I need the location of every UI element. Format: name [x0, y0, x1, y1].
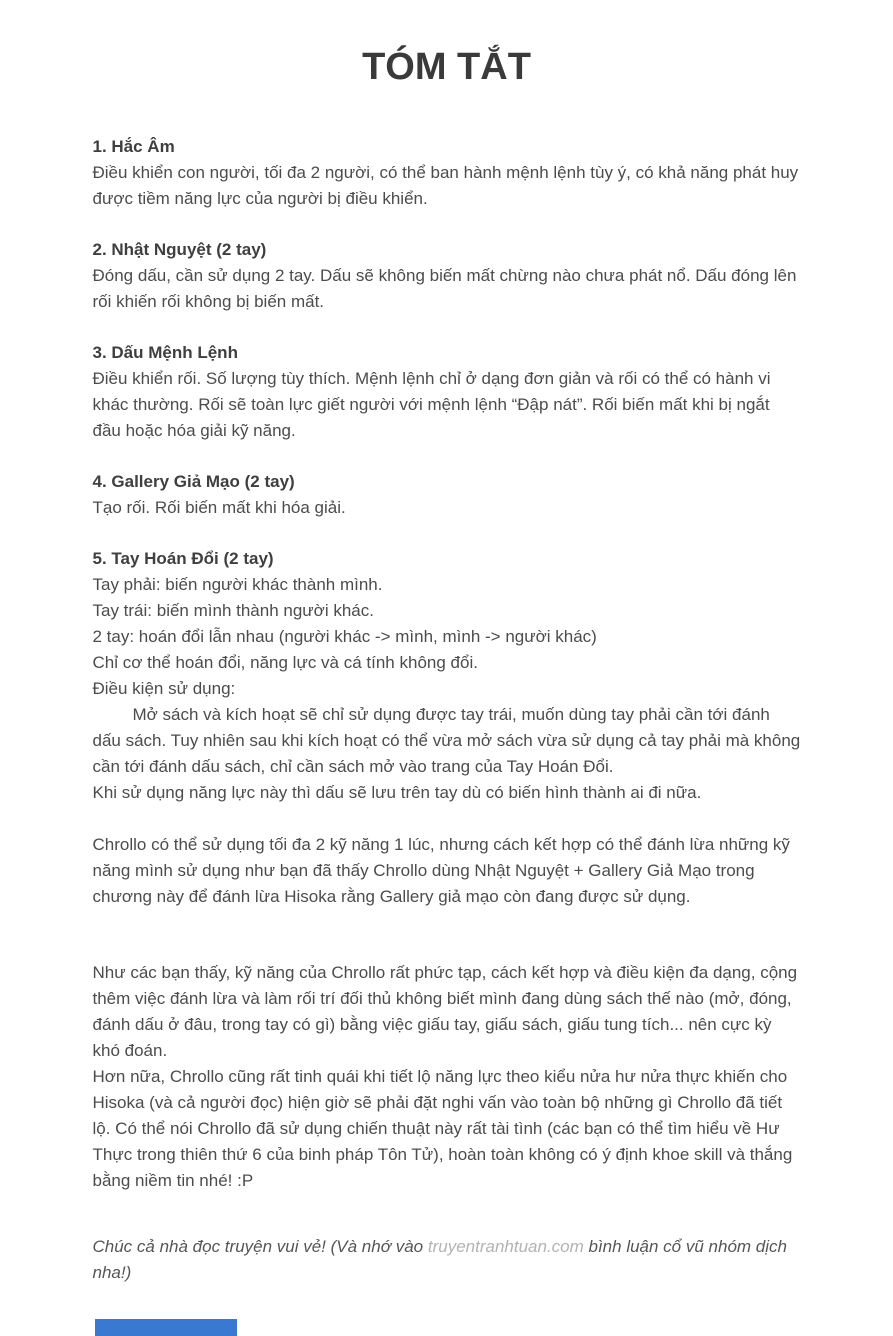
section-body: Tạo rối. Rối biến mất khi hóa giải. — [92, 498, 346, 517]
section-tay-hoan-doi — [93, 546, 801, 806]
usage-conditions-paragraph: Mở sách và kích hoạt sẽ chỉ sử dụng được tay trái, muốn dùng tay phải cần tới đánh dấu sách. Tuy nhiên sau khi kích hoạt có thể vừa mở sách vừa sử dụng cả tay phải mà không cần tới đánh dấu sách, chỉ cần sách mở vào trang của Tay Hoán Đổi. — [92, 705, 801, 776]
section-heading: 5. Tay Hoán Đổi (2 tay) — [92, 549, 274, 568]
section-nhat-nguyet — [93, 237, 801, 315]
usage-conditions-label: Điều kiện sử dụng: — [92, 679, 236, 698]
section-heading: 1. Hắc Âm — [92, 137, 175, 156]
section-body: Đóng dấu, cần sử dụng 2 tay. Dấu sẽ không biến mất chừng nào chưa phát nổ. Dấu đóng lên rối khiến rối không bị biến mất. — [92, 266, 797, 311]
section-heading: 2. Nhật Nguyệt (2 tay) — [92, 240, 267, 259]
usage-note-line: Khi sử dụng năng lực này thì dấu sẽ lưu trên tay dù có biến hình thành ai đi nữa. — [92, 783, 702, 802]
footer-note — [93, 1234, 801, 1286]
page-title: TÓM TẮT — [362, 46, 531, 88]
section-hac-am — [93, 134, 801, 212]
section-gallery-gia-mao — [93, 469, 801, 521]
cropped-blue-element — [95, 1319, 237, 1336]
right-hand-line: Tay phải: biến người khác thành mình. — [92, 575, 383, 594]
section-dau-menh-lenh — [93, 340, 801, 444]
footer-pre-link-text: Chúc cả nhà đọc truyện vui vẻ! (Và nhớ vào — [92, 1237, 428, 1256]
section-body: Điều khiển con người, tối đa 2 người, có thể ban hành mệnh lệnh tùy ý, có khả năng phát huy được tiềm năng lực của người bị điều khiển. — [92, 163, 799, 208]
combo-note-paragraph: Chrollo có thể sử dụng tối đa 2 kỹ năng 1 lúc, nhưng cách kết hợp có thể đánh lừa những kỹ năng mình sử dụng như bạn đã thấy Chrollo dùng Nhật Nguyệt + Gallery Giả Mạo trong chương này để đánh lừa Hisoka rằng Gallery giả mạo còn đang được sử dụng. — [92, 835, 790, 906]
both-hands-line: 2 tay: hoán đổi lẫn nhau (người khác -> mình, mình -> người khác) — [92, 627, 597, 646]
left-hand-line: Tay trái: biến mình thành người khác. — [92, 601, 374, 620]
complexity-note-paragraph: Như các bạn thấy, kỹ năng của Chrollo rất phức tạp, cách kết hợp và điều kiện đa dạng, cộng thêm việc đánh lừa và làm rối trí đối thủ không biết mình đang dùng sách thế nào (mở, đóng, đánh dấu ở đâu, trong tay có gì) bằng việc giấu tay, giấu sách, giấu tung tích... nên cực kỳ khó đoán. — [92, 963, 798, 1060]
footer-site-link[interactable]: truyentranhtuan.com — [427, 1237, 584, 1256]
footer-post-link-text: bình luận cổ vũ nhóm dịch nha!) — [92, 1237, 787, 1282]
body-swap-line: Chỉ cơ thể hoán đổi, năng lực và cá tính không đổi. — [92, 653, 478, 672]
section-heading: 4. Gallery Giả Mạo (2 tay) — [92, 472, 295, 491]
section-heading: 3. Dấu Mệnh Lệnh — [92, 343, 238, 362]
section-body: Điều khiển rối. Số lượng tùy thích. Mệnh lệnh chỉ ở dạng đơn giản và rối có thể có hành vi khác thường. Rối sẽ toàn lực giết người với mệnh lệnh “Đập nát”. Rối biến mất khi bị ngắt đầu hoặc hóa giải kỹ năng. — [92, 369, 771, 440]
summary-document — [93, 0, 801, 1286]
trickery-note-paragraph: Hơn nữa, Chrollo cũng rất tinh quái khi tiết lộ năng lực theo kiểu nửa hư nửa thực khiến cho Hisoka (và cả người đọc) hiện giờ sẽ phải đặt nghi vấn vào toàn bộ những gì Chrollo đã tiết lộ. Có thể nói Chrollo đã sử dụng chiến thuật này rất tài tình (các bạn có thể tìm hiểu về Hư Thực trong thiên thứ 6 của binh pháp Tôn Tử), hoàn toàn không có ý định khoe skill và thắng bằng niềm tin nhé! :P — [92, 1067, 793, 1190]
